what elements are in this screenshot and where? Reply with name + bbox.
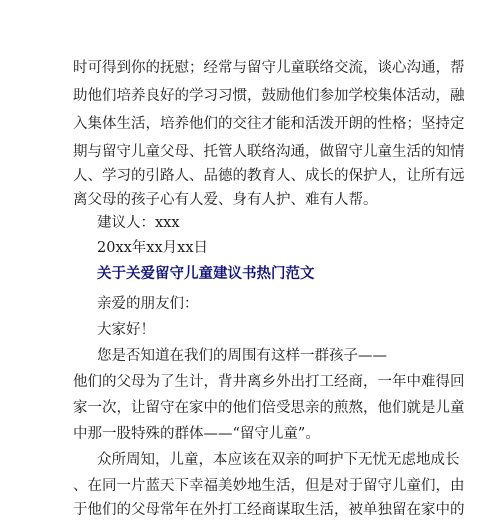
section-heading: 关于关爱留守儿童建议书热门范文 xyxy=(97,266,315,282)
paragraph-line: 助他们培养良好的学习习惯，鼓励他们参加学校集体活动，融 xyxy=(73,88,465,104)
proposer-line: 建议人：xxx xyxy=(97,215,180,231)
salutation: 亲爱的朋友们： xyxy=(97,296,199,312)
paragraph-line: 、在同一片蓝天下幸福美妙地生活，但是对于留守儿童们，由 xyxy=(73,478,465,494)
paragraph-line: 期与留守儿童父母、托管人联络沟通，做留守儿童生活的知情 xyxy=(73,144,465,160)
paragraph-line: 众所周知，儿童，本应该在双亲的呵护下无忧无虑地成长 xyxy=(97,452,460,468)
greeting: 大家好！ xyxy=(97,322,155,338)
paragraph-line: 人、学习的引路人、品德的教育人、成长的保护人，让所有远 xyxy=(73,168,465,184)
paragraph-line: 时可得到你的抚慰；经常与留守儿童联络交流，谈心沟通，帮 xyxy=(73,60,465,76)
paragraph-line: 家一次，让留守在家中的他们倍受思亲的煎熬，他们就是儿童 xyxy=(73,400,465,416)
paragraph-line: 您是否知道在我们的周围有这样一群孩子—— xyxy=(97,348,387,364)
paragraph-line: 他们的父母为了生计，背井离乡外出打工经商，一年中难得回 xyxy=(73,374,465,390)
paragraph-line: 于他们的父母常年在外打工经商谋取生活，被单独留在家中的 xyxy=(73,502,465,518)
date-line: 20xx年xx月xx日 xyxy=(97,240,209,256)
paragraph-line: 离父母的孩子心有人爱、身有人护、难有人帮。 xyxy=(73,192,378,208)
paragraph-line: 中那一股特殊的群体——“留守儿童”。 xyxy=(73,426,320,442)
paragraph-line: 入集体生活，培养他们的交往才能和活泼开朗的性格；坚持定 xyxy=(73,116,465,132)
